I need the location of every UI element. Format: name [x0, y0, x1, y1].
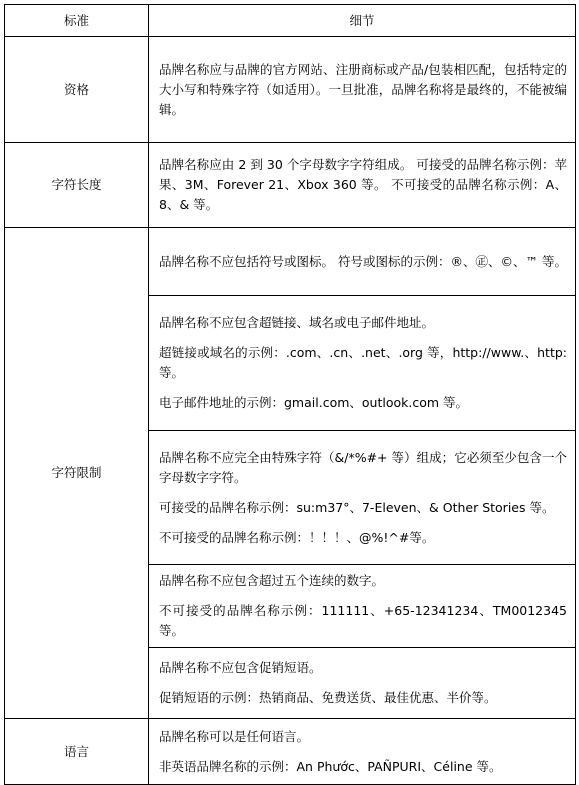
details-cell-character-length	[149, 143, 576, 228]
details-text: 品牌名称不应包含超过五个连续的数字。	[159, 573, 385, 588]
standard-cell-character-restrictions: 字符限制	[5, 228, 149, 719]
details-text: 非英语品牌名称的示例：An Phước、PAÑPURI、Céline 等。	[159, 758, 502, 774]
table-row-character-restrictions	[5, 228, 576, 296]
details-text: 品牌名称应与品牌的官方网站、注册商标或产品/包装相匹配，包括特定的大小写和特殊字符（如适用）。一旦批准，品牌名称将是最终的，不能被编辑。	[159, 61, 567, 117]
details-cell-symbols	[149, 228, 576, 296]
brand-name-rules-table	[4, 4, 576, 785]
details-text: 品牌名称可以是任何语言。	[159, 728, 310, 744]
details-text: 可接受的品牌名称示例：su:m37°、7-Eleven、& Other Stories 等。	[159, 499, 555, 515]
details-text: 电子邮件地址的示例：gmail.com、outlook.com 等。	[159, 395, 469, 410]
details-text: 品牌名称不应包含超链接、域名或电子邮件地址。	[159, 315, 435, 330]
details-cell-special-characters	[149, 431, 576, 565]
standard-cell-language: 语言	[5, 719, 149, 785]
header-standard: 标准	[5, 5, 149, 37]
header-details: 细节	[149, 5, 576, 37]
details-text: 品牌名称不应完全由特殊字符（&/*%#+ 等）组成；它必须至少包含一个字母数字字符。	[159, 449, 567, 485]
table-row-character-length	[5, 143, 576, 228]
details-cell-digits	[149, 565, 576, 648]
details-text: 品牌名称应由 2 到 30 个字母数字字符组成。 可接受的品牌名称示例：苹果、3M、Forever 21、Xbox 360 等。 不可接受的品牌名称示例：A、8、& 等。	[159, 157, 567, 212]
table-row-language	[5, 719, 576, 785]
details-text: 不可接受的品牌名称示例：111111、+65-12341234、TM0012345 等。	[159, 603, 567, 638]
details-text: 促销短语的示例：热销商品、免费送货、最佳优惠、半价等。	[159, 690, 497, 705]
details-text: 品牌名称不应包含促销短语。	[159, 660, 322, 675]
standard-cell-eligibility: 资格	[5, 37, 149, 143]
table-row-eligibility	[5, 37, 576, 143]
standard-cell-character-length: 字符长度	[5, 143, 149, 228]
details-cell-eligibility	[149, 37, 576, 143]
details-cell-promotional	[149, 648, 576, 719]
details-text: 超链接或域名的示例：.com、.cn、.net、.org 等，http://www.、http: 等。	[159, 345, 567, 380]
details-cell-links	[149, 296, 576, 431]
details-text: 品牌名称不应包括符号或图标。 符号或图标的示例：®、㊣、©、™ 等。	[159, 253, 567, 269]
details-text: 不可接受的品牌名称示例：！！！、@%!^#等。	[159, 529, 435, 545]
details-cell-language	[149, 719, 576, 785]
table-header-row	[5, 5, 576, 37]
